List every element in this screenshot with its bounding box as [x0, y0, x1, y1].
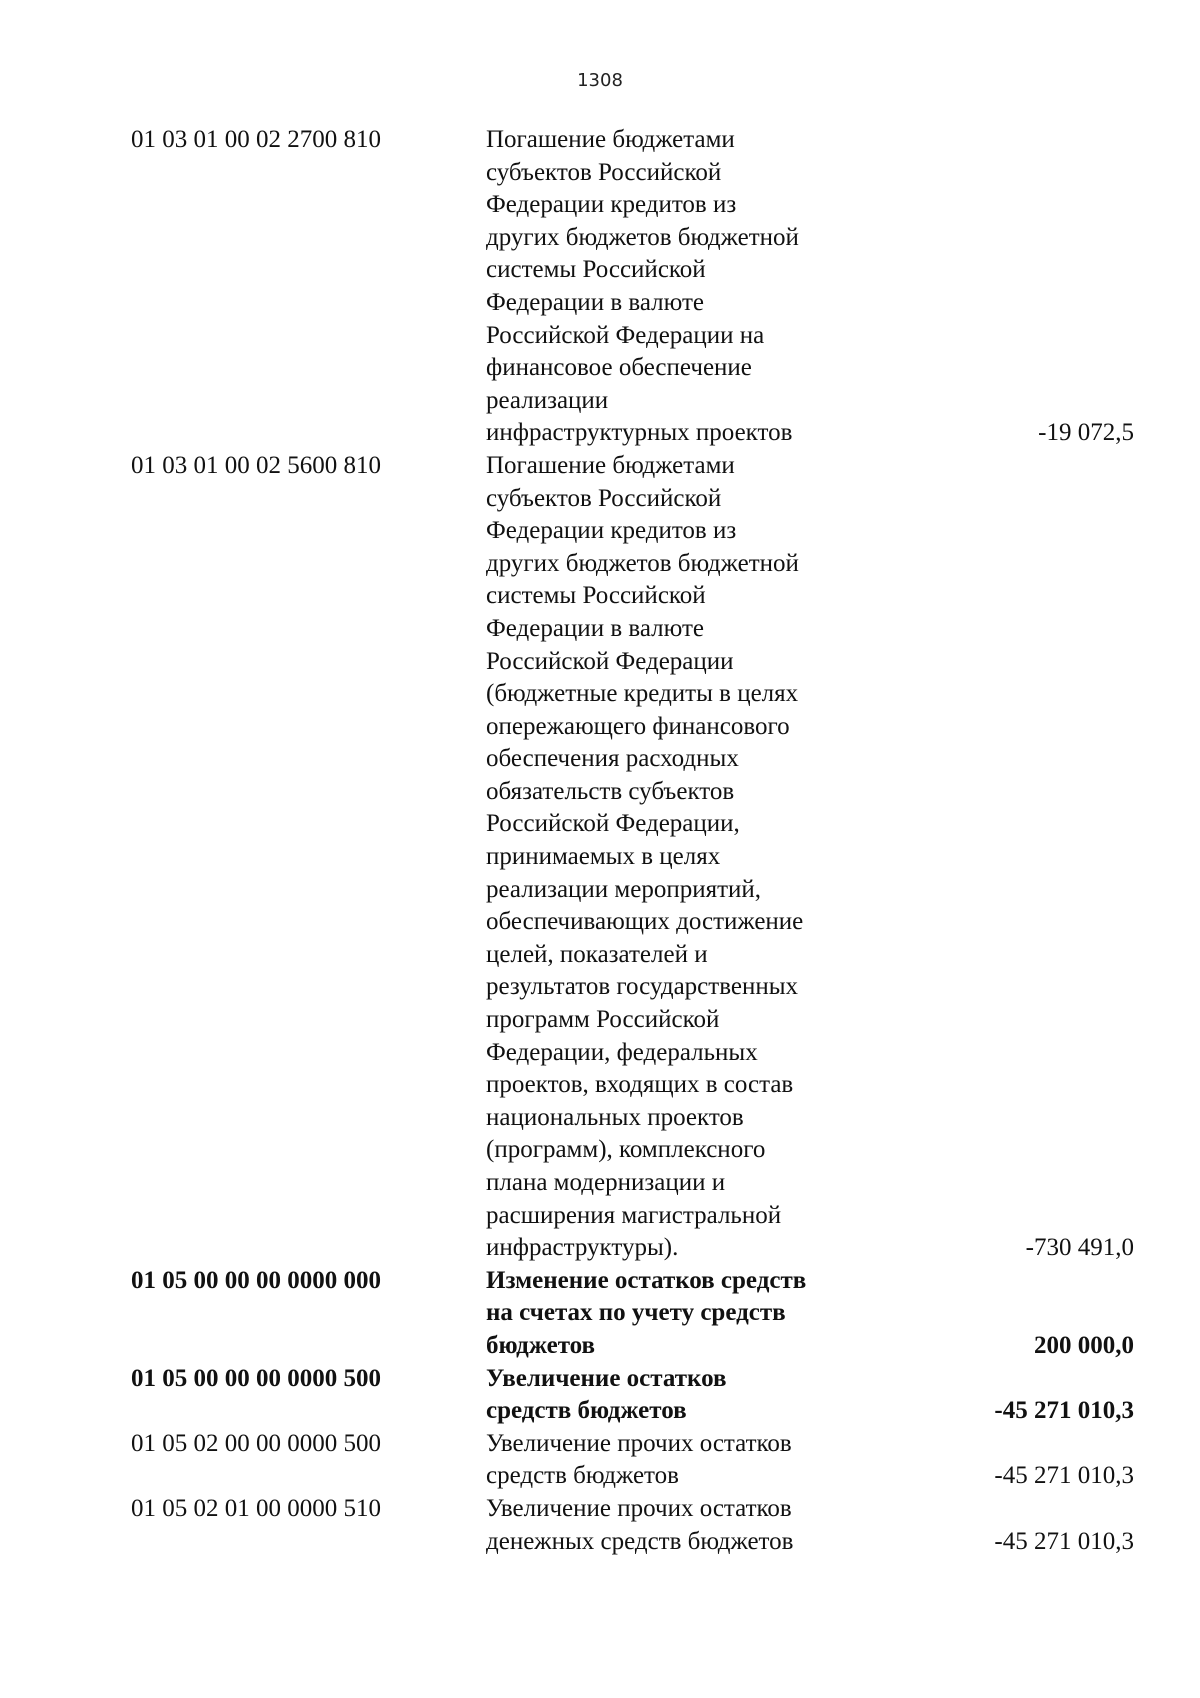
description-line: системы Российской	[486, 256, 706, 284]
description-line: программ Российской	[486, 1006, 720, 1034]
description-line: Увеличение остатков	[486, 1364, 727, 1392]
description-line: Российской Федерации на	[486, 321, 765, 349]
description-line: инфраструктуры).	[486, 1234, 679, 1262]
description-line: Федерации кредитов из	[486, 517, 737, 545]
description-line: Увеличение прочих остатков	[486, 1429, 792, 1457]
description-line: финансовое обеспечение	[486, 354, 752, 382]
description-line: бюджетов	[486, 1331, 596, 1359]
table-row	[0, 1428, 1200, 1493]
row-description	[486, 124, 896, 450]
description-line: Федерации в валюте	[486, 614, 705, 642]
description-line: Погашение бюджетами	[486, 451, 735, 479]
description-line: результатов государственных	[486, 973, 798, 1001]
description-line: (программ), комплексного	[486, 1136, 766, 1164]
row-amount: -45 271 010,3	[994, 1462, 1134, 1490]
row-amount: 200 000,0	[1034, 1331, 1134, 1359]
description-line: Федерации в валюте	[486, 288, 705, 316]
description-line: Погашение бюджетами	[486, 126, 735, 153]
row-description	[486, 450, 896, 1265]
table-row	[0, 1493, 1200, 1558]
table-row	[0, 1363, 1200, 1428]
row-amount: -19 072,5	[1038, 419, 1134, 447]
description-line: проектов, входящих в состав	[486, 1071, 794, 1099]
description-line: Федерации кредитов из	[486, 191, 737, 219]
table-row	[0, 450, 1200, 1265]
description-line: субъектов Российской	[486, 158, 722, 186]
page-number: 1308	[577, 70, 623, 91]
description-line: средств бюджетов	[486, 1462, 679, 1490]
description-line: расширения магистральной	[486, 1201, 782, 1229]
row-description	[486, 1363, 896, 1428]
classification-code: 01 05 00 00 00 0000 000	[131, 1266, 381, 1294]
budget-table	[0, 124, 1200, 1558]
row-description	[486, 1493, 896, 1558]
description-line: принимаемых в целях	[486, 843, 721, 871]
description-line: обеспечивающих достижение	[486, 908, 804, 936]
classification-code: 01 03 01 00 02 5600 810	[131, 451, 381, 479]
description-line: на счетах по учету средств	[486, 1299, 786, 1327]
description-line: (бюджетные кредиты в целях	[486, 680, 799, 708]
description-line: других бюджетов бюджетной	[486, 223, 799, 251]
table-row	[0, 1265, 1200, 1363]
description-line: Увеличение прочих остатков	[486, 1494, 792, 1522]
description-line: Федерации, федеральных	[486, 1038, 758, 1066]
description-line: Российской Федерации,	[486, 810, 740, 838]
description-line: субъектов Российской	[486, 484, 722, 512]
description-line: Российской Федерации	[486, 647, 734, 675]
row-description	[486, 1265, 896, 1363]
row-amount: -45 271 010,3	[994, 1527, 1134, 1555]
description-line: реализации	[486, 386, 609, 414]
description-line: обязательств субъектов	[486, 777, 735, 805]
description-line: национальных проектов	[486, 1103, 744, 1131]
description-line: обеспечения расходных	[486, 745, 739, 773]
description-line: средств бюджетов	[486, 1397, 687, 1425]
description-line: денежных средств бюджетов	[486, 1527, 794, 1555]
row-description	[486, 1428, 896, 1493]
description-line: опережающего финансового	[486, 712, 790, 740]
description-line: инфраструктурных проектов	[486, 419, 793, 447]
description-line: плана модернизации и	[486, 1169, 726, 1196]
classification-code: 01 05 02 00 00 0000 500	[131, 1429, 381, 1457]
description-line: целей, показателей и	[486, 940, 708, 968]
classification-code: 01 05 00 00 00 0000 500	[131, 1364, 381, 1392]
classification-code: 01 03 01 00 02 2700 810	[131, 126, 381, 153]
row-amount: -45 271 010,3	[994, 1397, 1134, 1425]
description-line: других бюджетов бюджетной	[486, 549, 799, 577]
row-amount: -730 491,0	[1025, 1234, 1134, 1262]
description-line: реализации мероприятий,	[486, 875, 762, 903]
table-row	[0, 124, 1200, 450]
classification-code: 01 05 02 01 00 0000 510	[131, 1494, 381, 1522]
description-line: системы Российской	[486, 582, 706, 610]
description-line: Изменение остатков средств	[486, 1266, 807, 1294]
